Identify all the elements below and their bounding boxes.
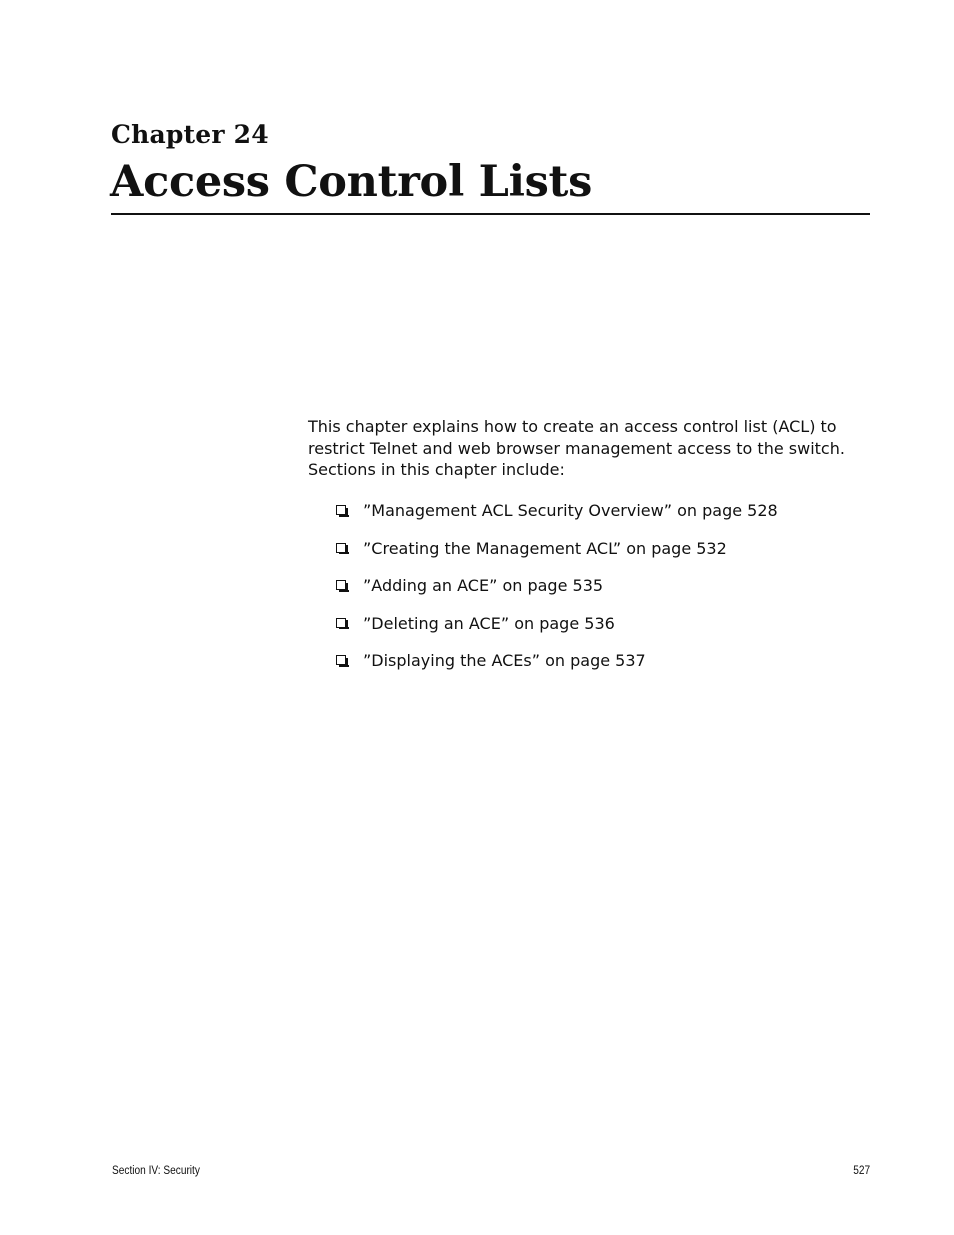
list-item — [336, 500, 778, 538]
section-link[interactable]: ”Creating the Management ACL” on page 532 — [363, 538, 727, 558]
section-link[interactable]: ”Adding an ACE” on page 535 — [363, 576, 604, 596]
checkbox-icon — [336, 655, 346, 665]
section-list — [336, 500, 778, 688]
footer-section: Section IV: Security — [112, 1165, 200, 1177]
checkbox-icon — [336, 618, 346, 628]
list-item — [336, 650, 778, 688]
list-item — [336, 538, 778, 576]
section-link[interactable]: ”Deleting an ACE” on page 536 — [363, 613, 615, 633]
footer-page-number: 527 — [853, 1165, 870, 1177]
section-link[interactable]: ”Management ACL Security Overview” on page 528 — [363, 501, 778, 520]
chapter-label: Chapter 24 — [111, 120, 269, 149]
checkbox-icon — [336, 580, 346, 590]
checkbox-icon — [336, 543, 346, 553]
list-item — [336, 575, 778, 613]
checkbox-icon — [336, 505, 346, 515]
list-item — [336, 613, 778, 651]
intro-paragraph: This chapter explains how to create an access control list (ACL) to restrict Telnet and web browser management access to the switch. Sections in this chapter include: — [308, 417, 845, 480]
chapter-title: Access Control Lists — [110, 157, 592, 207]
section-link[interactable]: ”Displaying the ACEs” on page 537 — [363, 651, 646, 671]
title-divider — [111, 213, 870, 215]
